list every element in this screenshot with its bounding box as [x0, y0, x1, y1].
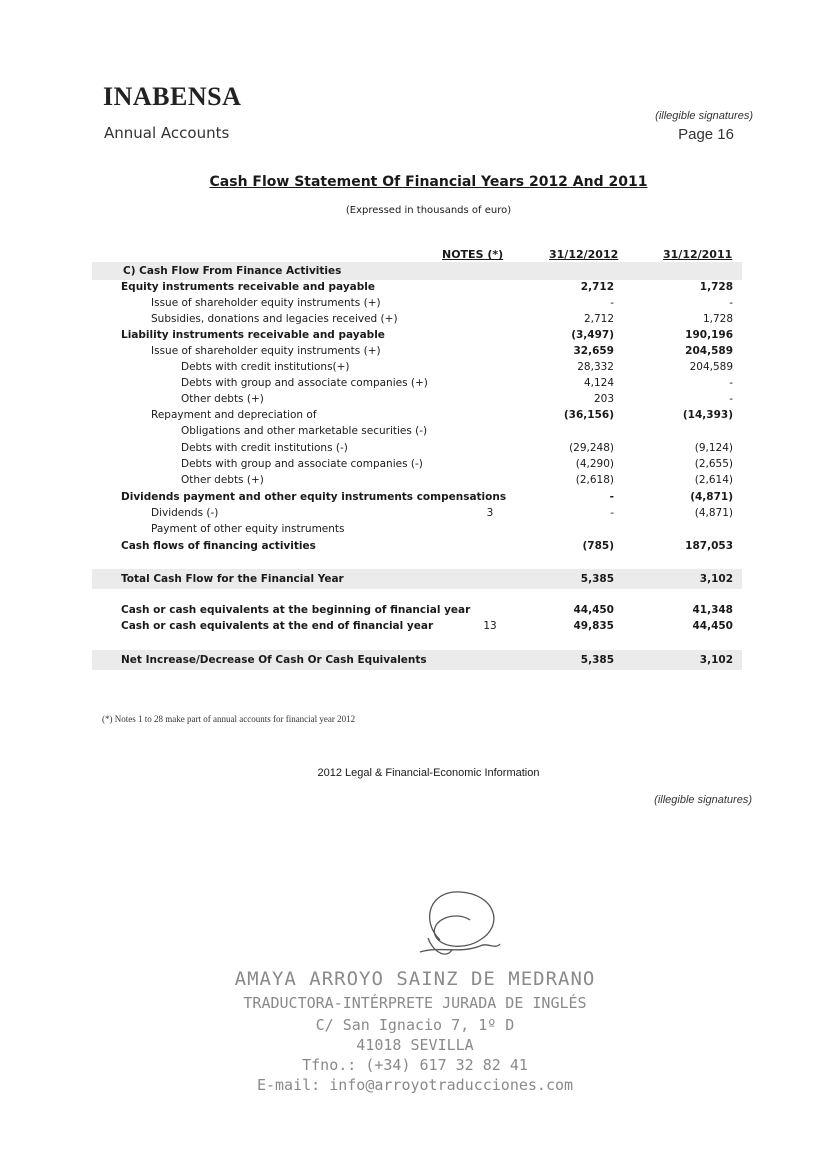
- row-value-2011: -: [729, 297, 733, 309]
- row-label: Cash or cash equivalents at the end of financial year: [121, 620, 434, 632]
- stamp-phone: Tfno.: (+34) 617 32 82 41: [302, 1056, 528, 1074]
- stamp-name: AMAYA ARROYO SAINZ DE MEDRANO: [234, 968, 596, 990]
- year-2011-column-header: 31/12/2011: [663, 248, 733, 261]
- row-value-2012: -: [610, 507, 614, 519]
- row-label: Other debts (+): [181, 474, 264, 486]
- row-value-2011: 204,589: [685, 345, 733, 357]
- row-label: Debts with credit institutions(+): [181, 361, 350, 373]
- row-value-2012: 2,712: [583, 313, 614, 325]
- page-number: Page 16: [678, 126, 734, 143]
- row-value-2011: 1,728: [702, 313, 733, 325]
- table-row: [0, 489, 830, 505]
- row-label: Debts with credit institutions (-): [181, 442, 348, 454]
- row-value-2012: (4,290): [575, 458, 614, 470]
- row-value-2011: (4,871): [690, 491, 733, 503]
- row-value-2012: 2,712: [580, 281, 614, 293]
- row-label: Equity instruments receivable and payable: [121, 281, 375, 293]
- section-title: Annual Accounts: [104, 124, 230, 142]
- row-value-2012: 4,124: [583, 377, 614, 389]
- row-value-2011: 187,053: [685, 540, 733, 552]
- row-value-2012: 203: [593, 393, 614, 405]
- row-label: Cash or cash equivalents at the beginning of financial year: [121, 604, 471, 616]
- row-value-2012: (36,156): [563, 409, 614, 421]
- row-label: Repayment and depreciation of: [151, 409, 317, 421]
- row-value-2011: (2,655): [694, 458, 733, 470]
- row-value-2011: -: [729, 377, 733, 389]
- stamp-street: C/ San Ignacio 7, 1º D: [315, 1016, 515, 1034]
- row-value-2012: -: [610, 297, 614, 309]
- row-value-2011: 1,728: [699, 281, 733, 293]
- row-value-2011: 3,102: [699, 654, 733, 666]
- table-row: [0, 295, 830, 311]
- table-row: [0, 407, 830, 423]
- company-logo: INABENSA: [103, 82, 242, 111]
- row-value-2012: (785): [582, 540, 614, 552]
- stamp-email: E-mail: info@arroyotraducciones.com: [256, 1076, 574, 1094]
- table-row: [0, 538, 830, 554]
- table-row: [0, 311, 830, 327]
- year-2012-column-header: 31/12/2012: [549, 248, 619, 261]
- row-value-2012: (3,497): [571, 329, 614, 341]
- row-label: Net Increase/Decrease Of Cash Or Cash Equivalents: [121, 654, 427, 666]
- notes-column-header: NOTES (*): [442, 248, 504, 261]
- row-value-2011: -: [729, 393, 733, 405]
- row-label: Debts with group and associate companies (+): [181, 377, 428, 389]
- table-row: [0, 456, 830, 472]
- table-row: [0, 618, 830, 634]
- table-row: [0, 505, 830, 521]
- table-row: [0, 343, 830, 359]
- signature-note-top: (illegible signatures): [655, 110, 753, 122]
- row-label: Issue of shareholder equity instruments (+): [151, 297, 381, 309]
- row-label: Dividends (-): [151, 507, 219, 519]
- row-value-2012: 5,385: [580, 654, 614, 666]
- row-value-2011: 190,196: [685, 329, 733, 341]
- row-value-2011: (4,871): [694, 507, 733, 519]
- table-row: [0, 263, 830, 279]
- row-value-2012: 44,450: [573, 604, 614, 616]
- statement-subtitle: (Expressed in thousands of euro): [345, 205, 512, 216]
- row-value-2011: 3,102: [699, 573, 733, 585]
- row-label: Payment of other equity instruments: [151, 523, 345, 535]
- table-row: [0, 375, 830, 391]
- row-note: 13: [483, 620, 497, 632]
- table-row: [0, 602, 830, 618]
- row-label: Obligations and other marketable securities (-): [181, 425, 428, 437]
- row-value-2012: (2,618): [575, 474, 614, 486]
- table-row: [0, 327, 830, 343]
- row-label: Other debts (+): [181, 393, 264, 405]
- table-row: [0, 440, 830, 456]
- row-value-2012: (29,248): [569, 442, 614, 454]
- row-label: Subsidies, donations and legacies received (+): [151, 313, 398, 325]
- table-row: [0, 423, 830, 439]
- row-label: Issue of shareholder equity instruments (+): [151, 345, 381, 357]
- row-note: 3: [486, 507, 494, 519]
- row-label: Liability instruments receivable and payable: [121, 329, 385, 341]
- table-row: [0, 472, 830, 488]
- row-value-2011: (2,614): [694, 474, 733, 486]
- table-row: [0, 652, 830, 668]
- row-value-2011: (14,393): [682, 409, 733, 421]
- row-label: Debts with group and associate companies (-): [181, 458, 423, 470]
- table-row: [0, 359, 830, 375]
- row-value-2011: 41,348: [692, 604, 733, 616]
- table-row: [0, 391, 830, 407]
- row-value-2011: 44,450: [692, 620, 733, 632]
- signature-note-bottom: (illegible signatures): [654, 794, 752, 806]
- row-value-2011: 204,589: [689, 361, 733, 373]
- row-value-2012: 49,835: [573, 620, 614, 632]
- table-row: [0, 571, 830, 587]
- row-value-2012: -: [609, 491, 614, 503]
- row-label: Total Cash Flow for the Financial Year: [121, 573, 344, 585]
- table-row: [0, 279, 830, 295]
- row-value-2011: (9,124): [694, 442, 733, 454]
- handwritten-signature: [400, 880, 520, 980]
- row-label: Cash flows of financing activities: [121, 540, 316, 552]
- statement-title: Cash Flow Statement Of Financial Years 2012 And 2011: [209, 174, 648, 190]
- legal-caption: 2012 Legal & Financial-Economic Information: [317, 767, 540, 779]
- row-value-2012: 5,385: [580, 573, 614, 585]
- footnote: (*) Notes 1 to 28 make part of annual accounts for financial year 2012: [102, 714, 356, 724]
- row-value-2012: 28,332: [577, 361, 614, 373]
- row-label: C) Cash Flow From Finance Activities: [123, 265, 342, 277]
- row-value-2012: 32,659: [573, 345, 614, 357]
- stamp-city: 41018 SEVILLA: [356, 1036, 474, 1054]
- stamp-role: TRADUCTORA-INTÉRPRETE JURADA DE INGLÉS: [243, 994, 587, 1012]
- row-label: Dividends payment and other equity instruments compensations: [121, 491, 507, 503]
- table-row: [0, 521, 830, 537]
